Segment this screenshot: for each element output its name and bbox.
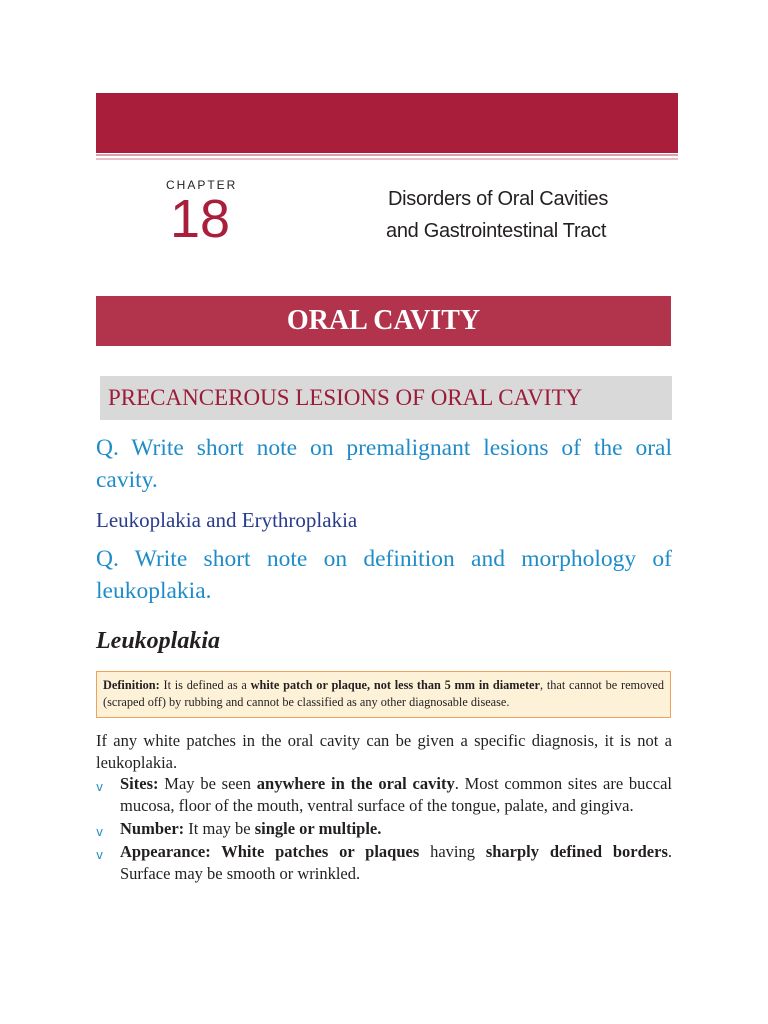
question-leukoplakia-definition: Q. Write short note on definition and morphology of leukoplakia. <box>96 546 672 604</box>
subheading-leukoplakia-erythroplakia: Leukoplakia and Erythroplakia <box>96 508 358 532</box>
subsection-title: PRECANCEROUS LESIONS OF ORAL CAVITY <box>108 385 583 410</box>
chapter-number: 18 <box>170 189 231 249</box>
definition-box <box>96 671 671 718</box>
bullet-icon: v <box>96 780 104 794</box>
bullet-list <box>96 773 672 886</box>
bullet-icon: v <box>96 825 104 839</box>
chapter-title-line2: and Gastrointestinal Tract <box>386 220 607 242</box>
chapter-label: CHAPTER <box>166 178 238 192</box>
topic-heading: Leukoplakia <box>96 628 220 654</box>
bullet-highlight: single or multiple. <box>254 819 382 838</box>
section-title: ORAL CAVITY <box>286 305 481 336</box>
definition-label: Definition: <box>103 678 160 692</box>
bullet-text: . Surface may be smooth or wrinkled. <box>120 842 672 883</box>
list-item-number <box>96 818 672 840</box>
bullet-text: May be seen <box>158 774 257 793</box>
question-premalignant-lesions: Q. Write short note on premalignant lesions of the oral cavity. <box>96 435 672 493</box>
bullet-label: Sites: <box>120 774 159 793</box>
chapter-header-bar <box>96 93 678 153</box>
chapter-title <box>388 183 648 247</box>
bullet-label: Number: <box>120 819 185 838</box>
bullet-highlight: anywhere in the oral cavity <box>256 774 455 793</box>
section-banner <box>96 296 671 346</box>
header-rule <box>96 154 678 156</box>
list-item-appearance <box>96 841 672 885</box>
list-item-sites <box>96 773 672 817</box>
bullet-text: having <box>419 842 486 861</box>
intro-paragraph: If any white patches in the oral cavity can be given a specific diagnosis, it is not a leukoplakia. <box>96 731 672 772</box>
bullet-text: . Most common sites are buccal mucosa, floor of the mouth, ventral surface of the tongue, palate, and gingiva. <box>120 774 672 815</box>
bullet-text: It may be <box>184 819 255 838</box>
definition-text: It is defined as a <box>159 678 251 692</box>
definition-highlight: white patch or plaque, not less than 5 mm in diameter <box>250 678 540 692</box>
header-rule <box>96 158 678 160</box>
definition-text: , that cannot be removed (scraped off) by rubbing and cannot be classified as any other diagnosable disease. <box>103 678 665 709</box>
subsection-banner <box>100 376 672 420</box>
bullet-highlight: sharply defined borders <box>485 842 668 861</box>
bullet-icon: v <box>96 848 104 862</box>
bullet-label: Appearance: White patches or plaques <box>120 842 420 861</box>
chapter-title-line1: Disorders of Oral Cavities <box>388 188 609 210</box>
